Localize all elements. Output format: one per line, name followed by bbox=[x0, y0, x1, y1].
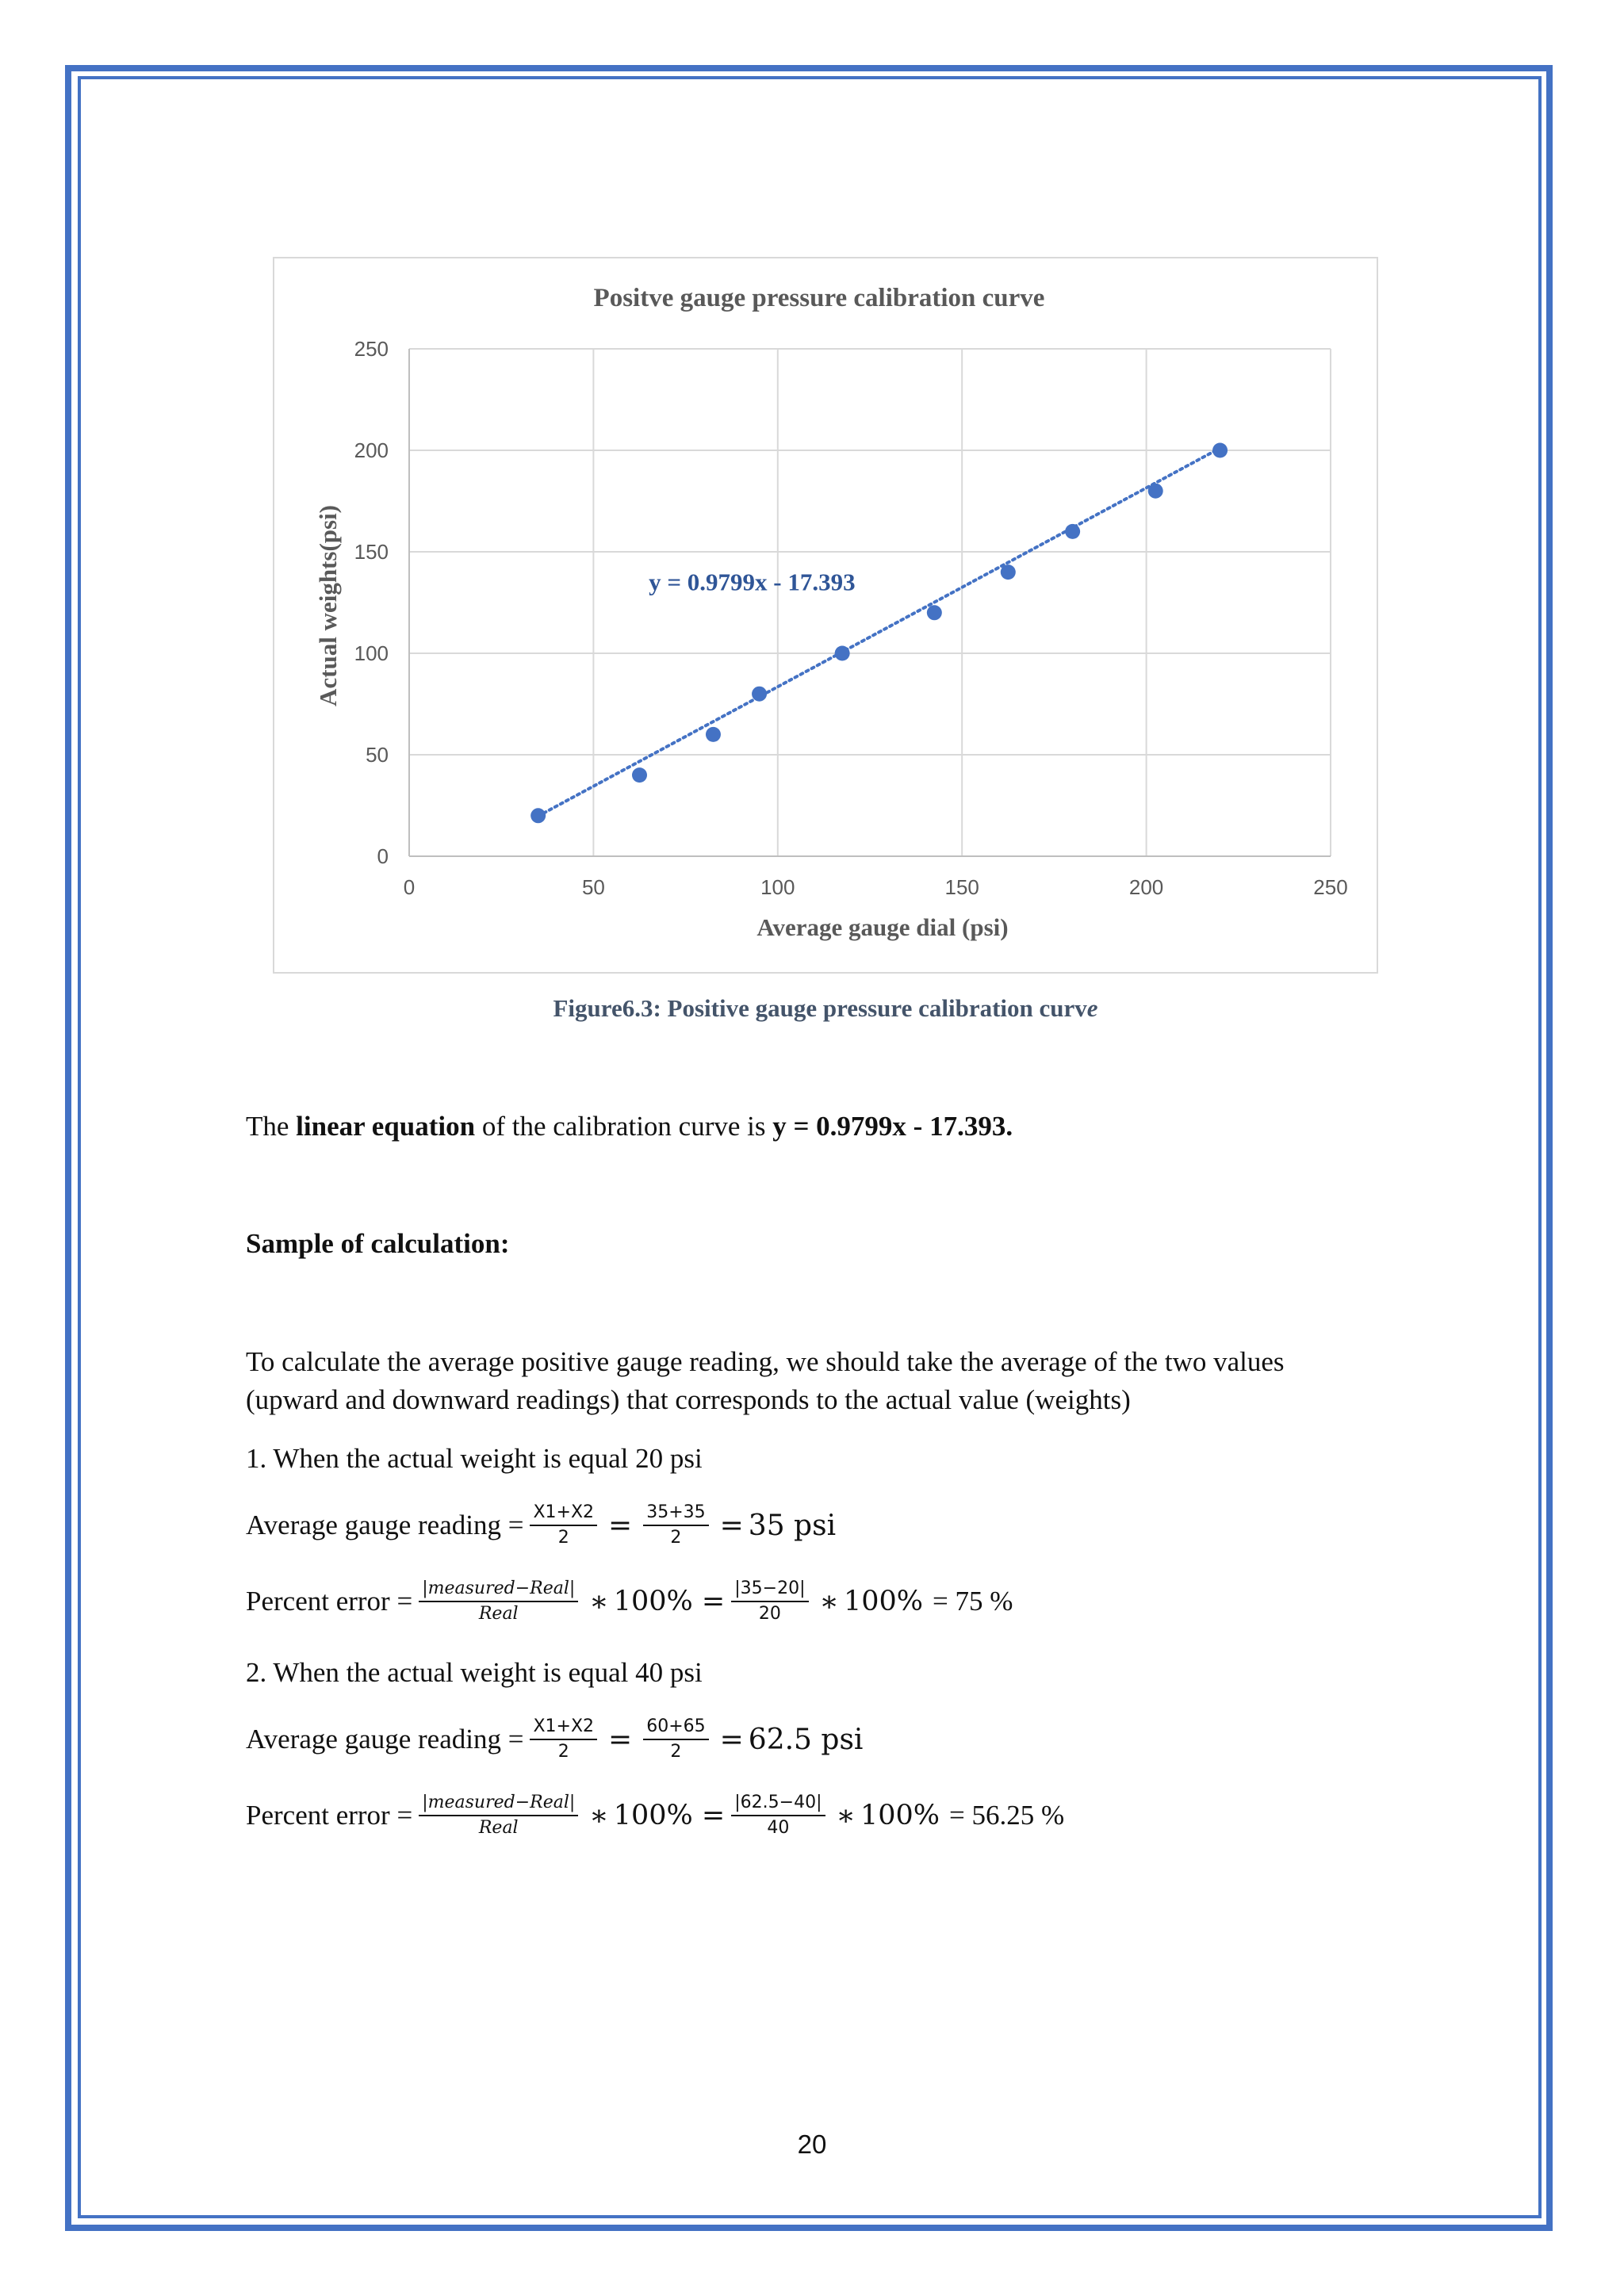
frac-numerator bbox=[419, 1577, 578, 1602]
multiply-sign: ∗ bbox=[819, 1585, 839, 1618]
caption-text: Figure6.3: Positive gauge pressure calibration curv bbox=[553, 994, 1087, 1022]
trendline bbox=[538, 448, 1220, 816]
data-point bbox=[752, 687, 767, 702]
equals-sign: = bbox=[719, 1723, 744, 1756]
case2-err-frac1 bbox=[419, 1791, 578, 1840]
case2-avg-result: 62.5 psi bbox=[748, 1723, 864, 1756]
case2-title: 2. When the actual weight is equal 40 psi bbox=[246, 1657, 703, 1688]
frac-denominator: 2 bbox=[670, 1742, 682, 1762]
frac-numerator: X1+X2 bbox=[530, 1501, 597, 1526]
case1-err-frac2 bbox=[731, 1577, 808, 1626]
frac-denominator bbox=[476, 1816, 522, 1840]
case1-average-line bbox=[246, 1494, 836, 1557]
linear-eq-bold-term: linear equation bbox=[296, 1111, 476, 1142]
data-point bbox=[835, 646, 850, 661]
case2-average-line bbox=[246, 1708, 863, 1771]
frac-denominator: 40 bbox=[767, 1818, 790, 1838]
x-tick-label: 200 bbox=[1128, 875, 1164, 899]
case2-avg-label: Average gauge reading = bbox=[246, 1724, 524, 1755]
y-tick-label: 0 bbox=[377, 844, 389, 868]
data-point bbox=[706, 727, 721, 742]
frac-numerator: 35+35 bbox=[643, 1501, 708, 1526]
intro-paragraph: To calculate the average positive gauge reading, we should take the average of the two values (upward and downward readings) that corresponds to the actual value (weights) bbox=[246, 1346, 1285, 1415]
trendline-label: y = 0.9799x - 17.393 bbox=[649, 568, 856, 596]
y-tick-label: 250 bbox=[354, 337, 389, 361]
calibration-chart bbox=[273, 257, 1378, 974]
frac-denominator: 2 bbox=[557, 1528, 569, 1548]
x-tick-label: 50 bbox=[581, 875, 605, 899]
figure-caption bbox=[273, 994, 1378, 1023]
case1-err-mult: 100% = bbox=[613, 1586, 726, 1617]
frac-denominator bbox=[476, 1602, 522, 1626]
x-tick-label: 250 bbox=[1313, 875, 1348, 899]
multiply-sign: ∗ bbox=[589, 1799, 609, 1832]
data-point bbox=[927, 605, 942, 620]
case1-avg-frac2 bbox=[643, 1501, 708, 1550]
y-tick-label: 150 bbox=[354, 540, 389, 564]
case1-title: 1. When the actual weight is equal 20 psi bbox=[246, 1443, 703, 1474]
case1-avg-result: 35 psi bbox=[748, 1509, 837, 1542]
equals-sign: = bbox=[608, 1509, 633, 1542]
multiply-sign: ∗ bbox=[589, 1585, 609, 1618]
frac-denominator-text: Real bbox=[478, 1604, 519, 1624]
y-axis-title: Actual weights(psi) bbox=[314, 504, 342, 707]
case2-avg-frac2 bbox=[643, 1715, 708, 1764]
chart-svg bbox=[274, 258, 1380, 975]
frac-numerator-text: |measured−Real| bbox=[422, 1793, 576, 1812]
case2-err-label: Percent error = bbox=[246, 1800, 413, 1831]
data-point bbox=[1001, 564, 1016, 580]
x-tick-label: 150 bbox=[944, 875, 979, 899]
case2-err-frac2 bbox=[731, 1791, 825, 1840]
case2-error-line bbox=[246, 1784, 1064, 1847]
equals-sign: = bbox=[608, 1723, 633, 1756]
linear-eq-equation: y = 0.9799x - 17.393. bbox=[772, 1111, 1013, 1142]
case2-err-mult2: 100% bbox=[860, 1800, 940, 1831]
case1-avg-label: Average gauge reading = bbox=[246, 1510, 524, 1540]
linear-eq-mid: of the calibration curve is bbox=[475, 1111, 773, 1142]
linear-equation-sentence bbox=[246, 1109, 1013, 1144]
case2-avg-frac1 bbox=[530, 1715, 597, 1764]
sample-heading: Sample of calculation: bbox=[246, 1228, 510, 1259]
x-axis-title: Average gauge dial (psi) bbox=[756, 913, 1009, 941]
multiply-sign: ∗ bbox=[836, 1799, 856, 1832]
data-point bbox=[1212, 443, 1228, 458]
case1-error-line bbox=[246, 1570, 1013, 1633]
x-tick-label: 100 bbox=[760, 875, 795, 899]
frac-numerator: 60+65 bbox=[643, 1715, 708, 1740]
linear-eq-pre: The bbox=[246, 1111, 297, 1142]
data-point bbox=[1148, 484, 1163, 499]
x-tick-label: 0 bbox=[403, 875, 416, 899]
data-point bbox=[530, 808, 546, 823]
case2-err-result: = 56.25 % bbox=[949, 1800, 1065, 1831]
frac-denominator: 2 bbox=[670, 1528, 682, 1548]
case1-err-mult2: 100% bbox=[843, 1586, 924, 1617]
frac-denominator: 2 bbox=[557, 1742, 569, 1762]
caption-italic-tail: e bbox=[1086, 994, 1098, 1022]
frac-numerator bbox=[419, 1791, 578, 1816]
frac-numerator: |62.5−40| bbox=[731, 1791, 825, 1816]
case1-avg-frac1 bbox=[530, 1501, 597, 1550]
frac-numerator: X1+X2 bbox=[530, 1715, 597, 1740]
case1-err-frac1 bbox=[419, 1577, 578, 1626]
case1-err-label: Percent error = bbox=[246, 1586, 413, 1617]
data-point bbox=[1065, 524, 1080, 539]
equals-sign: = bbox=[719, 1509, 744, 1542]
data-point bbox=[632, 767, 647, 783]
frac-denominator-text: Real bbox=[478, 1818, 519, 1838]
chart-title: Positve gauge pressure calibration curve bbox=[593, 284, 1045, 312]
case1-err-result: = 75 % bbox=[933, 1586, 1013, 1617]
case2-err-mult: 100% = bbox=[613, 1800, 726, 1831]
frac-numerator-text: |measured−Real| bbox=[422, 1578, 576, 1598]
y-tick-label: 100 bbox=[354, 641, 389, 665]
page-number: 20 bbox=[797, 2130, 827, 2159]
frac-denominator: 20 bbox=[758, 1604, 781, 1624]
y-tick-label: 200 bbox=[354, 438, 389, 462]
y-tick-label: 50 bbox=[366, 743, 389, 767]
frac-numerator: |35−20| bbox=[731, 1577, 808, 1602]
